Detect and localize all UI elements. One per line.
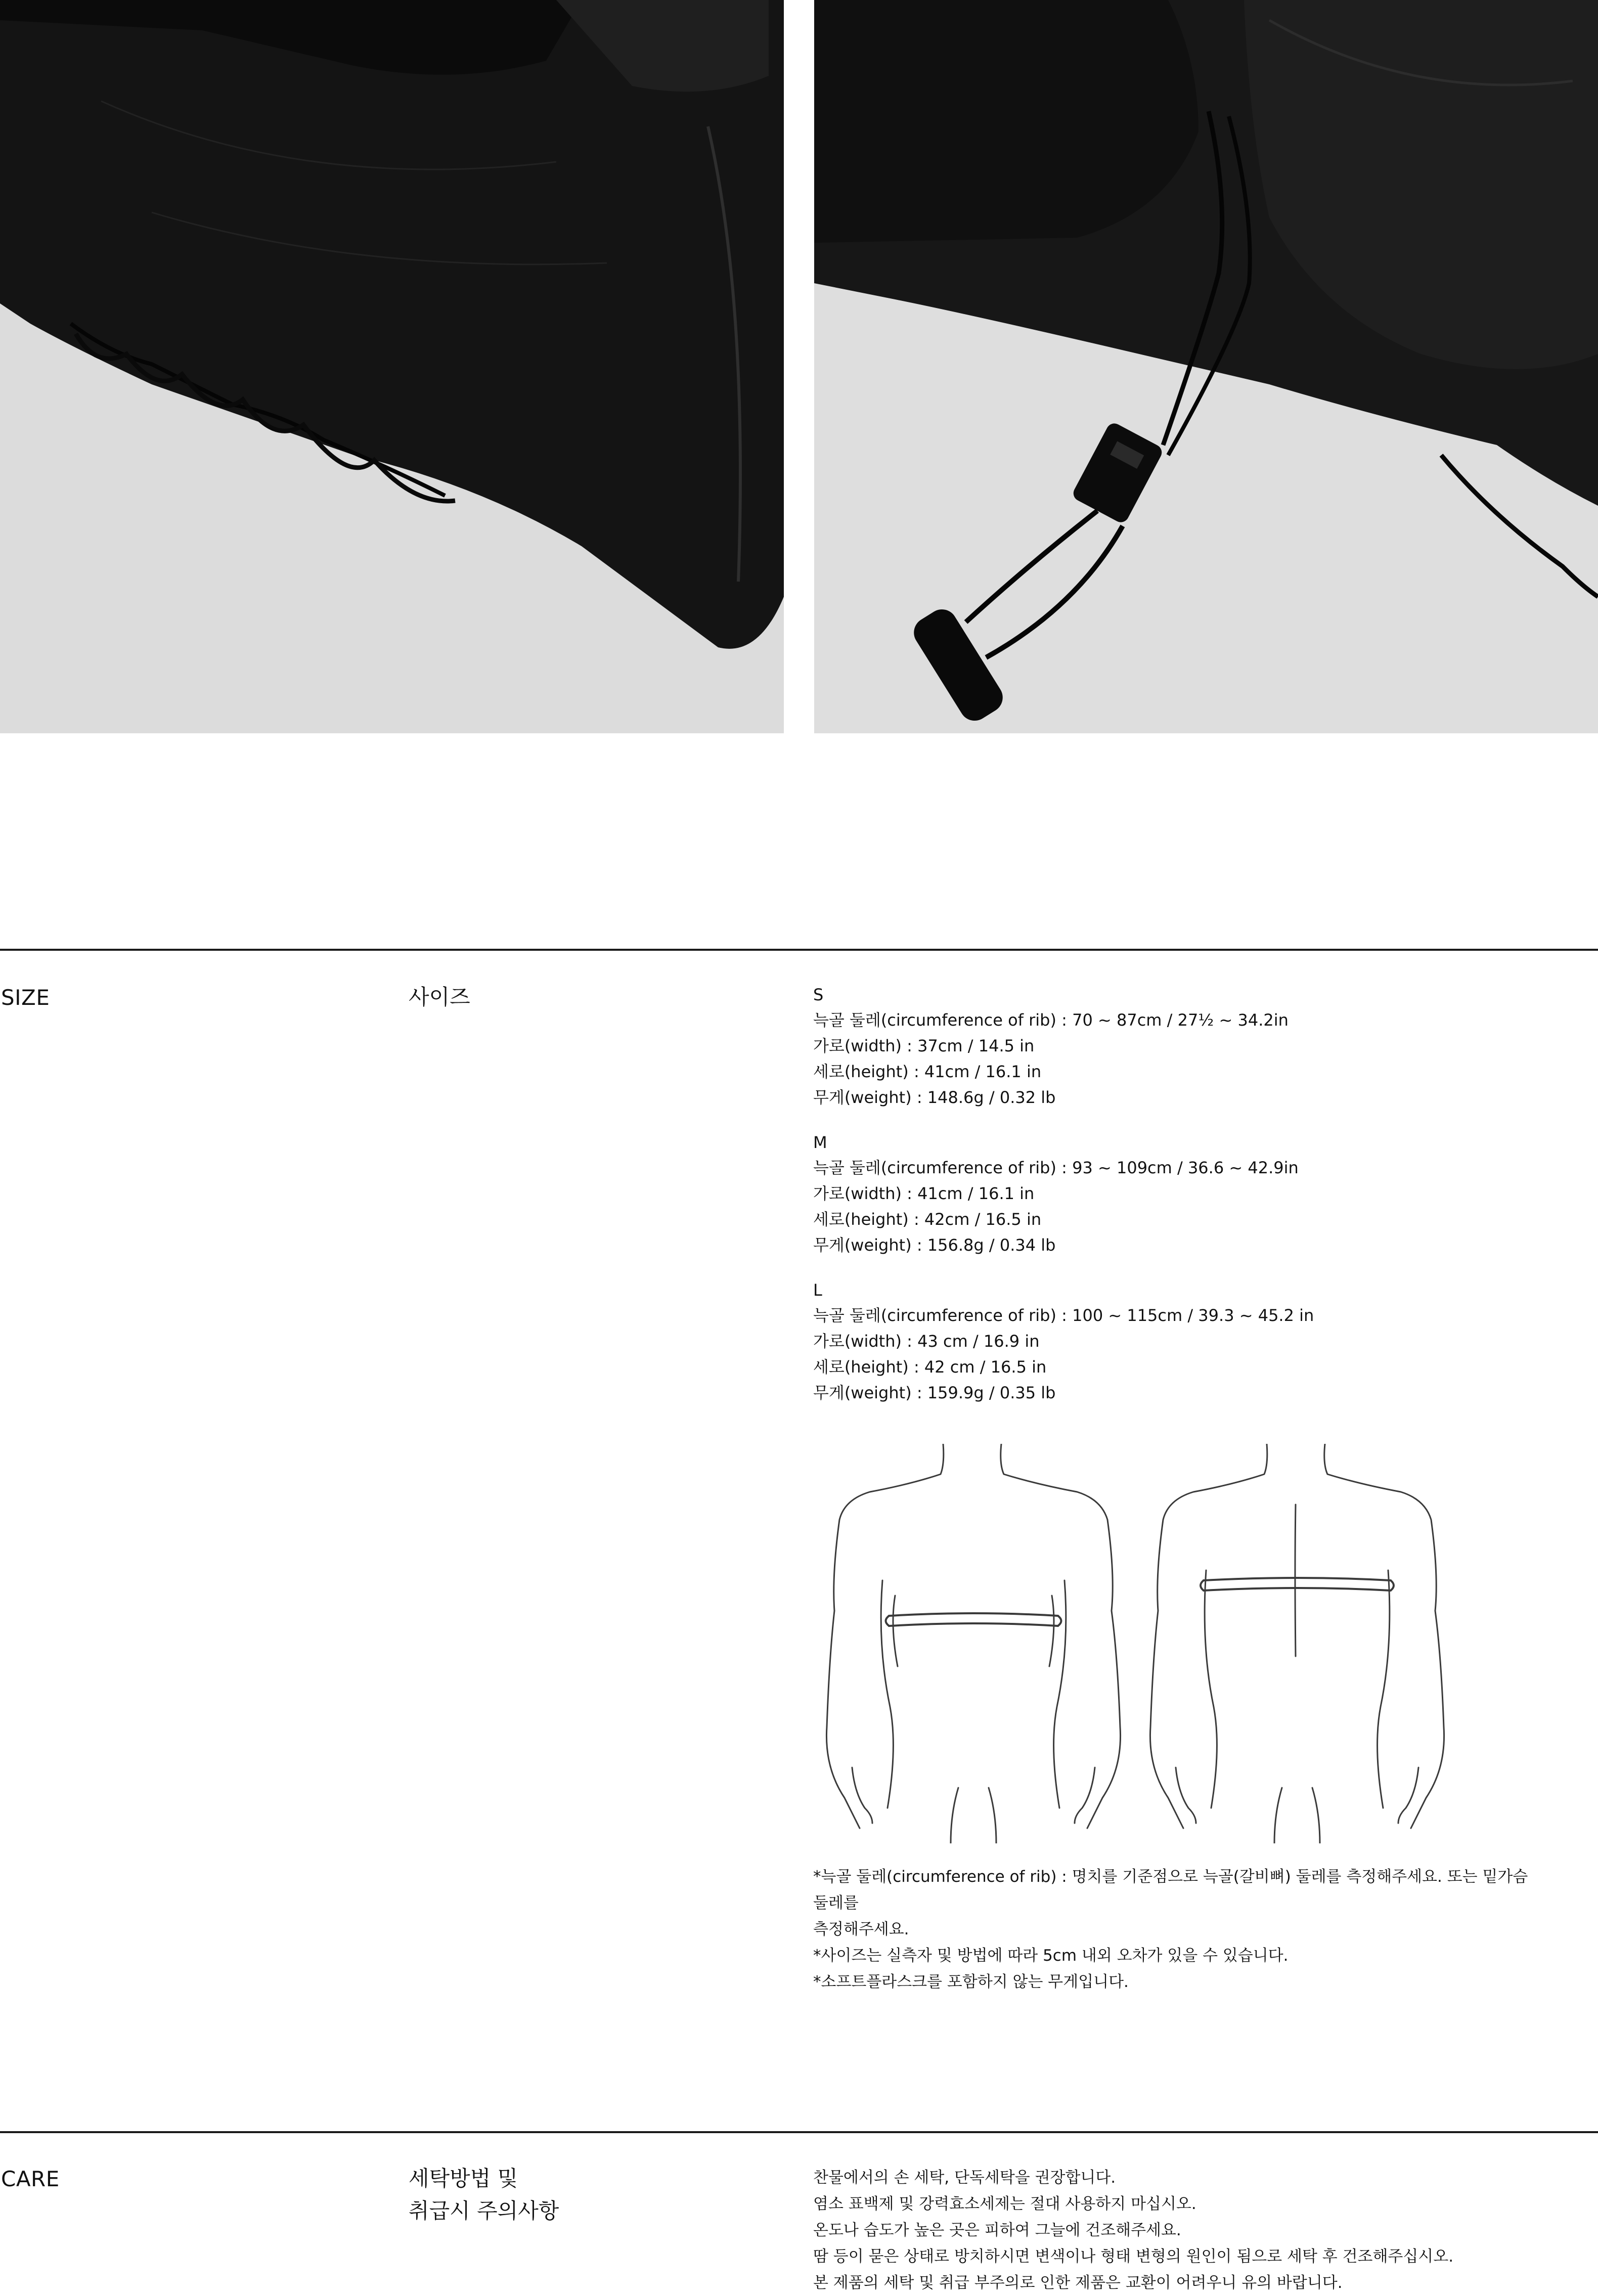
size-spec-list — [813, 982, 1592, 1425]
size-group-l — [813, 1277, 1592, 1406]
care-label-line: 취급시 주의사항 — [409, 2198, 559, 2223]
size-note: *사이즈는 실측자 및 방법에 따라 5cm 내외 오차가 있을 수 있습니다. — [813, 1947, 1289, 1965]
care-instruction: 찬물에서의 손 세탁, 단독세탁을 권장합니다. — [813, 2169, 1116, 2187]
care-instruction: 땀 등이 묻은 상태로 방치하시면 변색이나 형태 변형의 원인이 됨으로 세탁 후 건조해주십시오. — [813, 2247, 1454, 2266]
care-instruction: 염소 표백제 및 강력효소세제는 절대 사용하지 마십시오. — [813, 2195, 1196, 2213]
size-spec-line: 늑골 둘레(circumference of rib) : 100 ~ 115cm / 39.3 ~ 45.2 in — [813, 1306, 1314, 1325]
section-divider-size — [0, 949, 1598, 951]
vest-hem-photo-icon — [0, 0, 784, 733]
cord-toggle-photo-icon — [814, 0, 1598, 733]
care-section-label-ko — [409, 2162, 559, 2227]
cord-toggle-photo — [814, 0, 1598, 733]
size-spec-line: 무게(weight) : 159.9g / 0.35 lb — [813, 1383, 1056, 1402]
size-spec-line: 가로(width) : 43 cm / 16.9 in — [813, 1332, 1040, 1351]
size-section-label: SIZE — [1, 985, 50, 1010]
size-spec-line: 세로(height) : 41cm / 16.1 in — [813, 1062, 1042, 1081]
care-instruction: 온도나 습도가 높은 곳은 피하여 그늘에 건조해주세요. — [813, 2221, 1181, 2239]
size-spec-line: 무게(weight) : 148.6g / 0.32 lb — [813, 1088, 1056, 1107]
size-name: L — [813, 1281, 822, 1300]
size-note: *소프트플라스크를 포함하지 않는 무게입니다. — [813, 1973, 1129, 1991]
size-section-label-ko: 사이즈 — [409, 985, 470, 1009]
size-spec-line: 무게(weight) : 156.8g / 0.34 lb — [813, 1235, 1056, 1255]
body-figure-back — [1150, 1444, 1444, 1843]
rib-measurement-diagram — [824, 1444, 1522, 1843]
care-instructions — [813, 2165, 1592, 2296]
size-spec-line: 가로(width) : 41cm / 16.1 in — [813, 1184, 1035, 1203]
size-name: S — [813, 985, 824, 1004]
size-note: *늑골 둘레(circumference of rib) : 명치를 기준점으로 늑골(갈비뼈) 둘레를 측정해주세요. 또는 밑가슴둘레를 — [813, 1868, 1528, 1912]
size-spec-line: 가로(width) : 37cm / 14.5 in — [813, 1036, 1035, 1055]
size-note: 측정해주세요. — [813, 1920, 909, 1938]
size-spec-line: 늑골 둘레(circumference of rib) : 70 ~ 87cm / 27½ ~ 34.2in — [813, 1010, 1289, 1030]
size-spec-line: 세로(height) : 42cm / 16.5 in — [813, 1210, 1042, 1229]
size-spec-line: 세로(height) : 42 cm / 16.5 in — [813, 1357, 1047, 1377]
rib-tape-front — [886, 1613, 1061, 1626]
care-instruction: 본 제품의 세탁 및 취급 부주의로 인한 제품은 교환이 어려우니 유의 바랍니다. — [813, 2274, 1343, 2292]
size-spec-line: 늑골 둘레(circumference of rib) : 93 ~ 109cm / 36.6 ~ 42.9in — [813, 1158, 1299, 1177]
care-label-line: 세탁방법 및 — [409, 2166, 518, 2191]
size-group-s — [813, 982, 1592, 1111]
size-name: M — [813, 1133, 827, 1152]
section-divider-care — [0, 2131, 1598, 2133]
vest-hem-photo — [0, 0, 784, 733]
size-group-m — [813, 1130, 1592, 1258]
rib-measurement-diagram-icon — [824, 1444, 1522, 1843]
size-notes — [813, 1864, 1531, 1995]
care-section-label: CARE — [1, 2167, 60, 2191]
body-figure-front — [826, 1444, 1120, 1843]
